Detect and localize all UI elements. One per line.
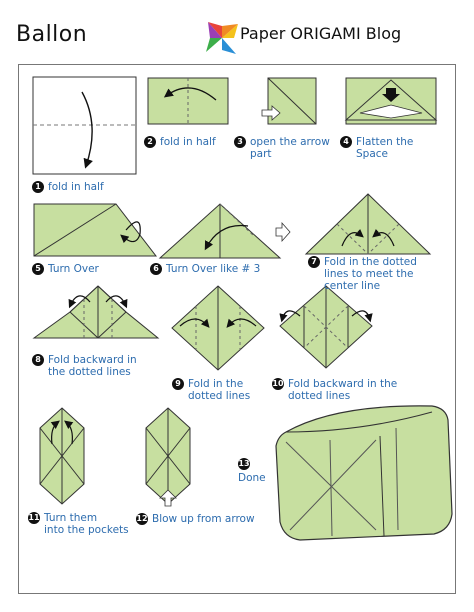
step-number-badge: 1 bbox=[32, 181, 44, 193]
step9-figure bbox=[172, 286, 264, 370]
step-label: Done bbox=[238, 472, 266, 484]
step1-figure bbox=[33, 77, 136, 174]
step-label: Turn them into the pockets bbox=[44, 512, 129, 536]
step-8-caption bbox=[32, 354, 137, 378]
step12-figure bbox=[146, 408, 190, 506]
step-5-caption bbox=[32, 263, 99, 275]
step6-figure bbox=[160, 204, 290, 258]
step-number-badge: 8 bbox=[32, 354, 44, 366]
step-label: Fold backward in the dotted lines bbox=[288, 378, 398, 402]
step-number-badge: 7 bbox=[308, 256, 320, 268]
step-label: Blow up from arrow bbox=[152, 513, 255, 525]
step-13-caption bbox=[238, 458, 266, 484]
page-title: Ballon bbox=[16, 22, 88, 47]
step-9-caption bbox=[172, 378, 250, 402]
step-number-badge: 13 bbox=[238, 459, 250, 468]
step3-figure bbox=[262, 78, 316, 124]
step-label: Fold backward in the dotted lines bbox=[48, 354, 137, 378]
step-label: Turn Over bbox=[48, 263, 99, 275]
step-number-badge: 11 bbox=[28, 513, 40, 522]
step-number-badge: 2 bbox=[144, 136, 156, 148]
step8-figure bbox=[34, 286, 158, 338]
step-6-caption bbox=[150, 263, 260, 275]
step-number-badge: 10 bbox=[272, 379, 284, 388]
step-label: fold in half bbox=[48, 181, 104, 193]
step7-figure bbox=[306, 194, 430, 254]
step-4-caption bbox=[340, 136, 413, 160]
step-1-caption bbox=[32, 181, 104, 193]
step-label: Turn Over like # 3 bbox=[166, 263, 261, 275]
step-11-caption bbox=[28, 512, 129, 536]
step11-figure bbox=[40, 408, 84, 504]
step-number-badge: 12 bbox=[136, 514, 148, 523]
step-2-caption bbox=[144, 136, 216, 148]
step-12-caption bbox=[136, 513, 255, 525]
step4-figure bbox=[346, 78, 436, 124]
step5-figure bbox=[34, 204, 156, 256]
step2-figure bbox=[148, 78, 228, 124]
step-label: Fold in the dotted lines to meet the center line bbox=[324, 256, 417, 292]
step-number-badge: 9 bbox=[172, 378, 184, 390]
step-7-caption bbox=[308, 256, 417, 292]
step-number-badge: 6 bbox=[150, 263, 162, 275]
step-10-caption bbox=[272, 378, 397, 402]
step-label: open the arrow part bbox=[250, 136, 330, 160]
step10-figure bbox=[280, 286, 372, 368]
step-number-badge: 4 bbox=[340, 136, 352, 148]
step-number-badge: 5 bbox=[32, 263, 44, 275]
step-label: Fold in the dotted lines bbox=[188, 378, 251, 402]
step-label: Flatten the Space bbox=[356, 136, 414, 160]
step-3-caption bbox=[234, 136, 330, 160]
brand-name: Paper ORIGAMI Blog bbox=[240, 24, 402, 43]
step-number-badge: 3 bbox=[234, 136, 246, 148]
step-label: fold in half bbox=[160, 136, 216, 148]
step13-figure bbox=[276, 406, 452, 540]
